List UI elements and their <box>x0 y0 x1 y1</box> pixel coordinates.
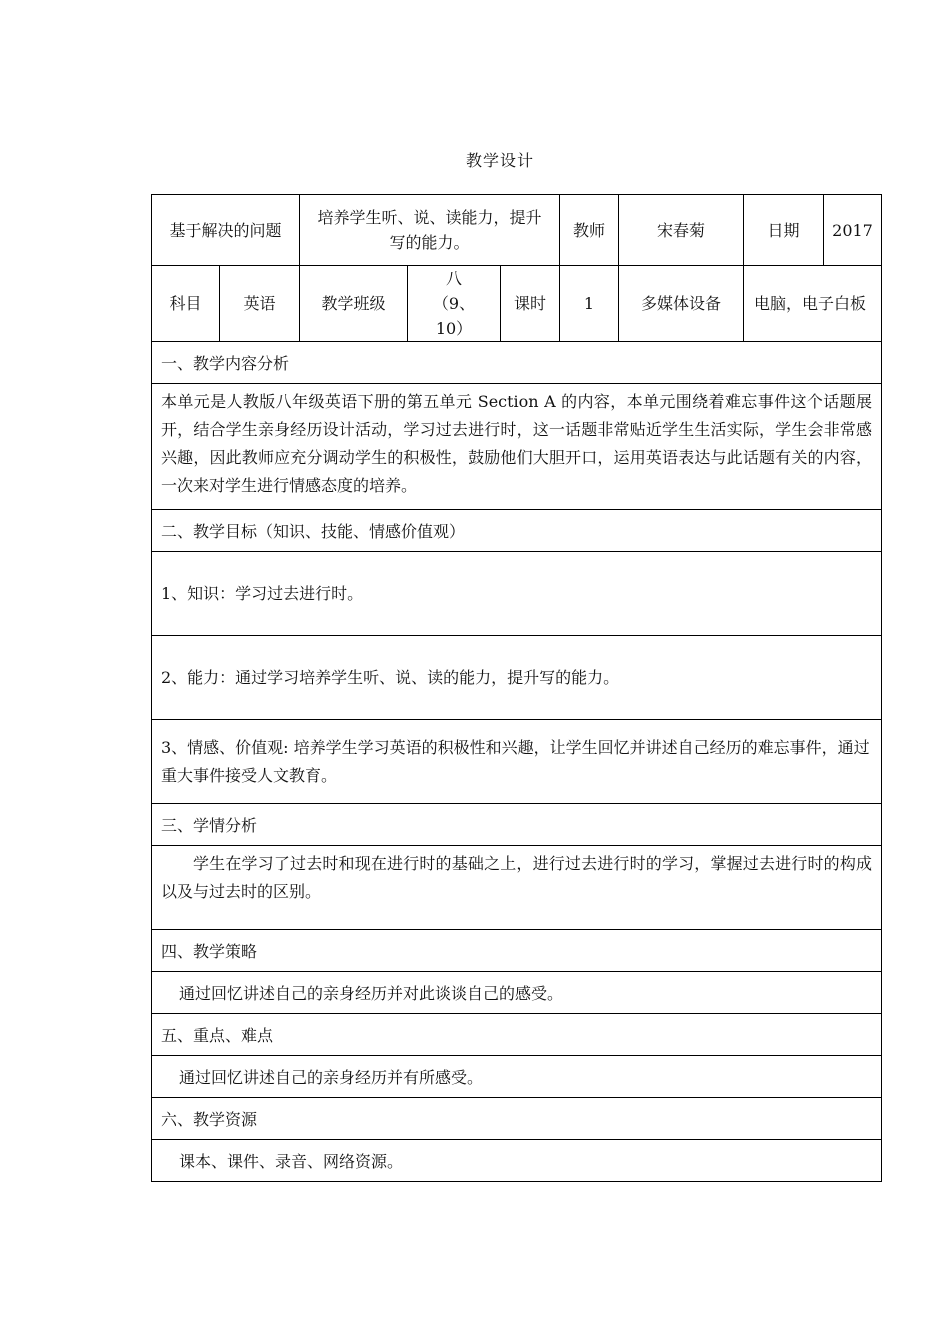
teacher-value: 宋春菊 <box>618 195 743 265</box>
media-value: 电脑，电子白板 <box>743 266 881 341</box>
class-label: 教学班级 <box>299 266 407 341</box>
section-body: 本单元是人教版八年级英语下册的第五单元 Section A 的内容，本单元围绕着难忘事件这个话题展开，结合学生亲身经历设计活动，学习过去进行时，这一话题非常贴近学生生活实际，学生会非常感兴趣，因此教师应充分调动学生的积极性，鼓励他们大胆开口，运用英语表达与此话题有关的内容，一次来对学生进行情感态度的培养。 <box>151 384 882 510</box>
objective-emotion: 3、情感、价值观: 培养学生学习英语的积极性和兴趣，让学生回忆并讲述自己经历的难忘事件，通过重大事件接受人文教育。 <box>151 720 882 804</box>
class-value: 八（9、10） <box>407 266 500 341</box>
date-label: 日期 <box>743 195 823 265</box>
section-body: 学生在学习了过去时和现在进行时的基础之上，进行过去进行时的学习，掌握过去进行时的构成以及与过去时的区别。 <box>151 846 882 930</box>
section-heading: 五、重点、难点 <box>151 1014 882 1056</box>
subject-label: 科目 <box>169 294 202 313</box>
info-row <box>151 266 882 342</box>
lesson-plan-table <box>151 194 882 1182</box>
problem-value: 培养学生听、说、读能力，提升写的能力。 <box>299 195 559 265</box>
period-value: 1 <box>559 266 618 341</box>
section-heading: 一、教学内容分析 <box>151 342 882 384</box>
teacher-label: 教师 <box>559 195 618 265</box>
date-value: 2017 <box>823 195 881 265</box>
section-heading: 二、教学目标（知识、技能、情感价值观） <box>151 510 882 552</box>
section-body: 课本、课件、录音、网络资源。 <box>151 1140 882 1182</box>
problem-label: 基于解决的问题 <box>169 220 282 240</box>
section-heading: 三、学情分析 <box>151 804 882 846</box>
subject-value: 英语 <box>219 266 299 341</box>
header-row <box>151 194 882 266</box>
section-body: 通过回忆讲述自己的亲身经历并有所感受。 <box>151 1056 882 1098</box>
objective-ability: 2、能力：通过学习培养学生听、说、读的能力，提升写的能力。 <box>151 636 882 720</box>
section-body: 通过回忆讲述自己的亲身经历并对此谈谈自己的感受。 <box>151 972 882 1014</box>
section-heading: 四、教学策略 <box>151 930 882 972</box>
period-label: 课时 <box>500 266 559 341</box>
objective-knowledge: 1、知识：学习过去进行时。 <box>151 552 882 636</box>
document-title: 教学设计 <box>465 151 534 170</box>
media-label: 多媒体设备 <box>618 266 743 341</box>
section-heading: 六、教学资源 <box>151 1098 882 1140</box>
